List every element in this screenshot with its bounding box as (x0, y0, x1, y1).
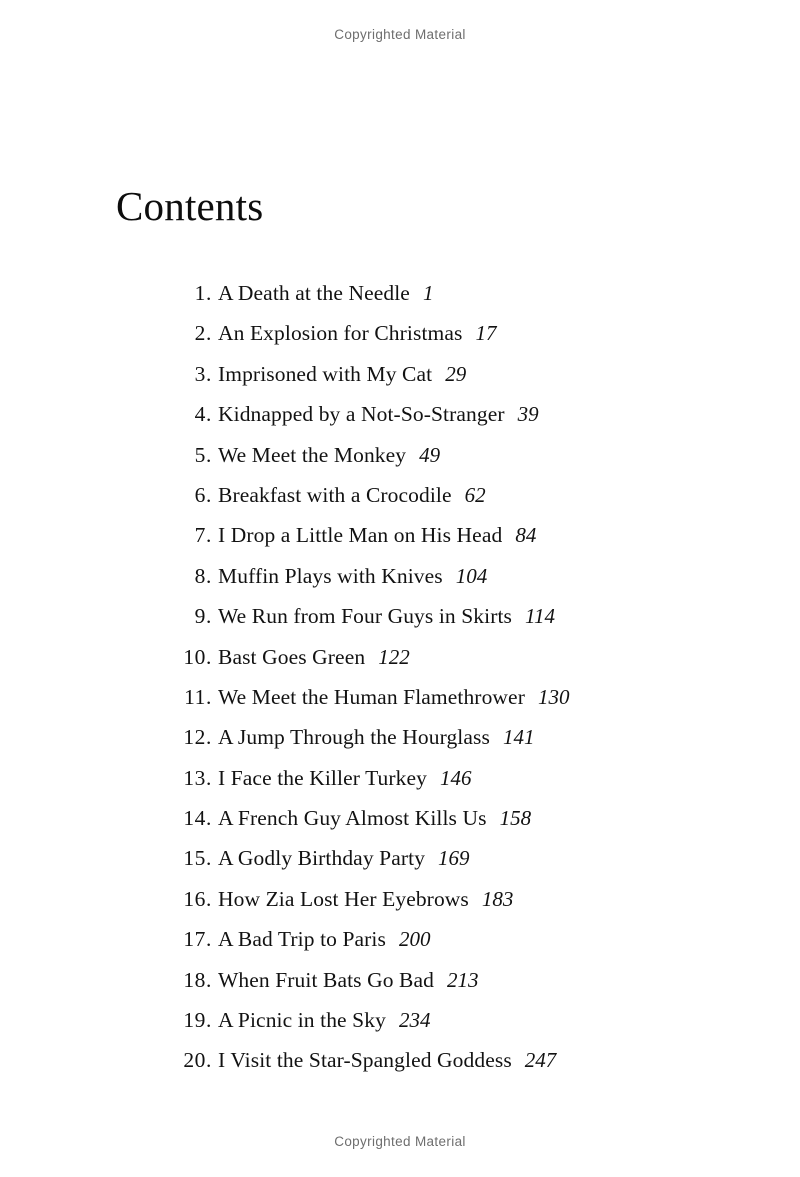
toc-entry[interactable] (0, 443, 800, 483)
toc-entry[interactable] (0, 362, 800, 402)
toc-entry-title: A Bad Trip to Paris (218, 927, 386, 952)
toc-entry-page-number: 104 (455, 563, 488, 588)
toc-entry[interactable] (0, 685, 800, 725)
toc-entry-number: 10. (183, 644, 212, 669)
toc-entry-page-number: 146 (440, 765, 472, 790)
toc-entry[interactable] (0, 321, 800, 361)
toc-entry-title: An Explosion for Christmas (218, 321, 463, 346)
toc-entry[interactable] (0, 483, 800, 523)
toc-entry-title: A Jump Through the Hourglass (218, 725, 490, 750)
toc-entry-title: Breakfast with a Crocodile (218, 482, 452, 507)
toc-entry-number: 6. (194, 482, 212, 507)
toc-entry-number: 2. (194, 321, 212, 346)
toc-entry-title: Imprisoned with My Cat (218, 361, 433, 386)
toc-entry-number: 11. (184, 684, 212, 709)
toc-entry-number: 19. (183, 1008, 212, 1033)
toc-entry-number: 7. (194, 523, 212, 548)
toc-entry[interactable] (0, 846, 800, 886)
toc-entry-page-number: 141 (502, 725, 535, 750)
toc-entry-number: 3. (194, 361, 212, 386)
toc-entry-title: We Run from Four Guys in Skirts (218, 604, 513, 629)
toc-entry-page-number: 84 (515, 523, 537, 548)
toc-entry-title: When Fruit Bats Go Bad (218, 967, 434, 992)
toc-entry-page-number: 49 (419, 442, 441, 467)
toc-entry-page-number: 158 (499, 806, 532, 831)
toc-entry[interactable] (0, 1048, 800, 1088)
toc-entry-number: 9. (194, 604, 212, 629)
toc-entry-page-number: 200 (398, 927, 431, 952)
toc-entry-page-number: 62 (464, 482, 486, 507)
toc-entry-number: 13. (183, 765, 212, 790)
toc-entry-page-number: 39 (517, 402, 539, 427)
toc-entry-page-number: 169 (438, 846, 470, 871)
toc-entry-title: Kidnapped by a Not-So-Stranger (218, 402, 505, 427)
copyright-watermark-top: Copyrighted Material (334, 27, 466, 42)
toc-entry-page-number: 114 (525, 604, 555, 629)
toc-entry-page-number: 234 (398, 1008, 431, 1033)
table-of-contents (0, 281, 800, 1089)
toc-entry[interactable] (0, 402, 800, 442)
toc-entry-title: A Picnic in the Sky (218, 1008, 386, 1033)
toc-entry-number: 14. (183, 806, 212, 831)
toc-entry-title: A Godly Birthday Party (218, 846, 426, 871)
toc-entry[interactable] (0, 766, 800, 806)
toc-entry[interactable] (0, 1008, 800, 1048)
toc-entry-number: 8. (194, 563, 212, 588)
toc-entry-title: A Death at the Needle (218, 281, 410, 305)
toc-entry[interactable] (0, 523, 800, 563)
toc-entry-title: How Zia Lost Her Eyebrows (218, 886, 469, 911)
toc-entry[interactable] (0, 927, 800, 967)
toc-entry-page-number: 130 (537, 684, 570, 709)
toc-entry-page-number: 29 (445, 361, 467, 386)
toc-entry-title: Bast Goes Green (218, 644, 366, 669)
toc-entry[interactable] (0, 645, 800, 685)
toc-entry[interactable] (0, 887, 800, 927)
toc-entry-title: A French Guy Almost Kills Us (218, 806, 487, 831)
toc-entry-page-number: 1 (422, 281, 434, 305)
toc-entry-title: We Meet the Human Flamethrower (218, 684, 525, 709)
copyright-watermark-bottom: Copyrighted Material (334, 1134, 466, 1149)
toc-entry-page-number: 17 (475, 321, 497, 346)
toc-entry-number: 12. (183, 725, 212, 750)
page-title: Contents (116, 183, 264, 230)
toc-entry[interactable] (0, 806, 800, 846)
toc-entry-number: 5. (194, 442, 212, 467)
toc-entry[interactable] (0, 968, 800, 1008)
toc-entry-number: 4. (194, 402, 212, 427)
toc-entry[interactable] (0, 604, 800, 644)
toc-entry-title: I Drop a Little Man on His Head (218, 523, 503, 548)
toc-entry-number: 1. (194, 281, 212, 305)
toc-entry-number: 20. (183, 1048, 212, 1073)
toc-entry-title: I Visit the Star-Spangled Goddess (218, 1048, 512, 1073)
toc-entry[interactable] (0, 281, 800, 321)
toc-entry-page-number: 122 (378, 644, 410, 669)
toc-entry-page-number: 183 (481, 886, 514, 911)
toc-entry-number: 16. (183, 886, 212, 911)
toc-entry-number: 15. (183, 846, 212, 871)
toc-entry-page-number: 213 (446, 967, 479, 992)
toc-entry[interactable] (0, 564, 800, 604)
toc-entry-page-number: 247 (524, 1048, 557, 1073)
toc-entry-title: We Meet the Monkey (218, 442, 407, 467)
toc-entry-number: 18. (183, 967, 212, 992)
toc-entry-title: I Face the Killer Turkey (218, 765, 428, 790)
toc-entry-title: Muffin Plays with Knives (218, 563, 443, 588)
toc-entry-number: 17. (183, 927, 212, 952)
toc-entry[interactable] (0, 725, 800, 765)
